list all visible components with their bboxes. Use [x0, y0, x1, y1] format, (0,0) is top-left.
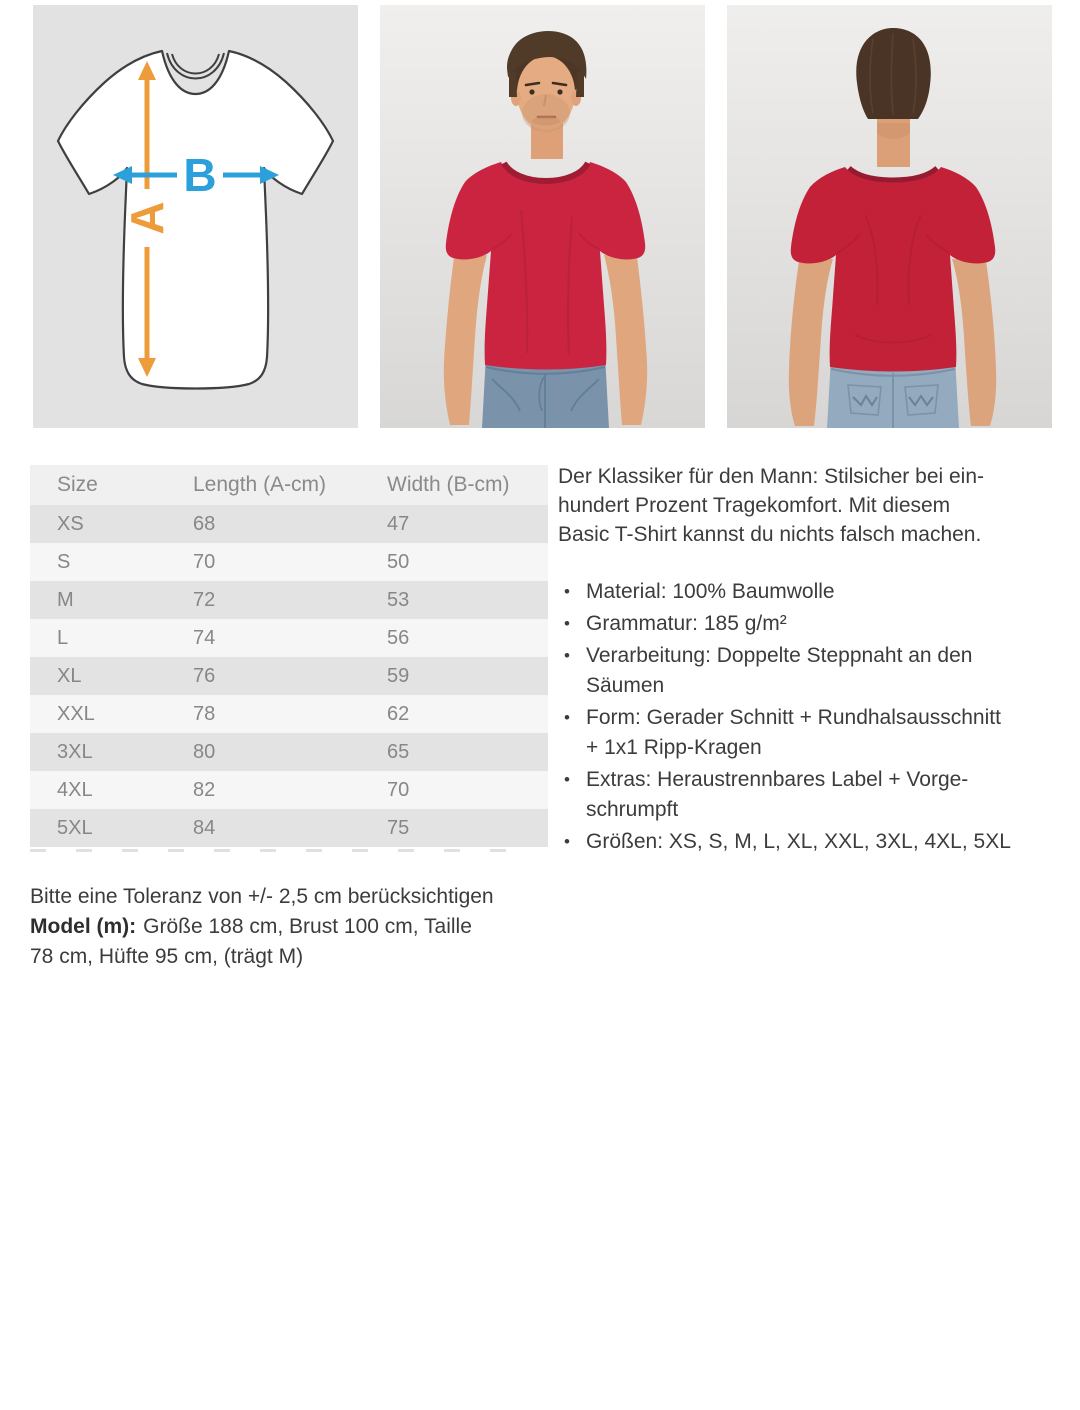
bullet-icon: • [564, 614, 570, 633]
cell-length: 82 [193, 778, 216, 801]
cell-length: 76 [193, 664, 216, 687]
list-item [558, 577, 1042, 607]
cell-length: 68 [193, 512, 216, 535]
size-chart-table [30, 465, 548, 847]
tolerance-line: Bitte eine Toleranz von +/- 2,5 cm berücksichtigen [30, 885, 494, 908]
cell-size: XS [57, 512, 84, 535]
cell-width: 65 [387, 740, 410, 763]
bullet-icon: • [564, 832, 570, 851]
table-row [30, 505, 548, 543]
cell-size: 3XL [57, 740, 93, 763]
table-row [30, 771, 548, 809]
table-cropped-row-artifact [30, 849, 536, 852]
col-width: Width (B-cm) [387, 473, 510, 496]
intro-line: Basic T-Shirt kannst du nichts falsch machen. [558, 523, 982, 546]
cell-size: 4XL [57, 778, 93, 801]
list-item [558, 765, 1042, 825]
table-row [30, 619, 548, 657]
cell-size: 5XL [57, 816, 93, 839]
table-row [30, 581, 548, 619]
cell-width: 47 [387, 512, 410, 535]
table-row [30, 809, 548, 847]
table-row [30, 657, 548, 695]
bullet-line: Material: 100% Baumwolle [586, 580, 835, 603]
size-chart [30, 465, 548, 852]
cell-width: 62 [387, 702, 410, 725]
bullet-line: Größen: XS, S, M, L, XL, XXL, 3XL, 4XL, 5XL [586, 830, 1011, 853]
list-item [558, 641, 1042, 701]
bullet-icon: • [564, 582, 570, 601]
col-size: Size [57, 473, 98, 496]
description-intro [558, 462, 1042, 549]
model-info-line2: 78 cm, Hüfte 95 cm, (trägt M) [30, 945, 304, 968]
bullet-line: Säumen [586, 674, 665, 697]
cell-size: XL [57, 664, 82, 687]
bullet-line: Grammatur: 185 g/m² [586, 612, 787, 635]
bullet-line: Verarbeitung: Doppelte Steppnaht an den [586, 644, 973, 667]
tshirt-outline-diagram [33, 5, 358, 428]
cell-width: 50 [387, 550, 410, 573]
model-front-illustration [380, 5, 705, 428]
feature-list [558, 577, 1042, 857]
bullet-icon: • [564, 770, 570, 789]
label-b: B [183, 149, 217, 201]
cell-width: 70 [387, 778, 410, 801]
cell-size: M [57, 588, 74, 611]
cell-size: XXL [57, 702, 95, 725]
bullet-line: Extras: Heraustrennbares Label + Vorge- [586, 768, 969, 791]
bullet-line: schrumpft [586, 798, 679, 821]
cell-length: 84 [193, 816, 216, 839]
cell-length: 80 [193, 740, 216, 763]
product-image-strip [33, 5, 1052, 428]
model-front-photo [380, 5, 705, 428]
cell-width: 53 [387, 588, 410, 611]
list-item [558, 703, 1042, 763]
cell-size: L [57, 626, 69, 649]
bullet-line: + 1x1 Ripp-Kragen [586, 736, 762, 759]
cell-width: 75 [387, 816, 410, 839]
tolerance-note [30, 882, 590, 972]
size-chart-header-row [30, 465, 548, 505]
intro-line: Der Klassiker für den Mann: Stilsicher bei ein- [558, 465, 985, 488]
cell-size: S [57, 550, 71, 573]
model-label: Model (m): [30, 915, 137, 938]
model-back-photo [727, 5, 1052, 428]
cell-length: 78 [193, 702, 216, 725]
cell-width: 56 [387, 626, 410, 649]
cell-length: 74 [193, 626, 216, 649]
cell-width: 59 [387, 664, 410, 687]
label-a: A [121, 201, 173, 235]
product-description [558, 462, 1042, 859]
list-item [558, 827, 1042, 857]
model-info-line1 [30, 912, 590, 942]
col-length: Length (A-cm) [193, 473, 327, 496]
size-measurement-diagram [33, 5, 358, 428]
cell-length: 70 [193, 550, 216, 573]
bullet-icon: • [564, 646, 570, 665]
model-info-text: Größe 188 cm, Brust 100 cm, Taille [143, 915, 472, 938]
bullet-icon: • [564, 708, 570, 727]
bullet-line: Form: Gerader Schnitt + Rundhalsausschnitt [586, 706, 1001, 729]
list-item [558, 609, 1042, 639]
table-row [30, 695, 548, 733]
table-row [30, 733, 548, 771]
table-row [30, 543, 548, 581]
model-back-illustration [727, 5, 1052, 428]
intro-line: hundert Prozent Tragekomfort. Mit diesem [558, 494, 951, 517]
cell-length: 72 [193, 588, 216, 611]
